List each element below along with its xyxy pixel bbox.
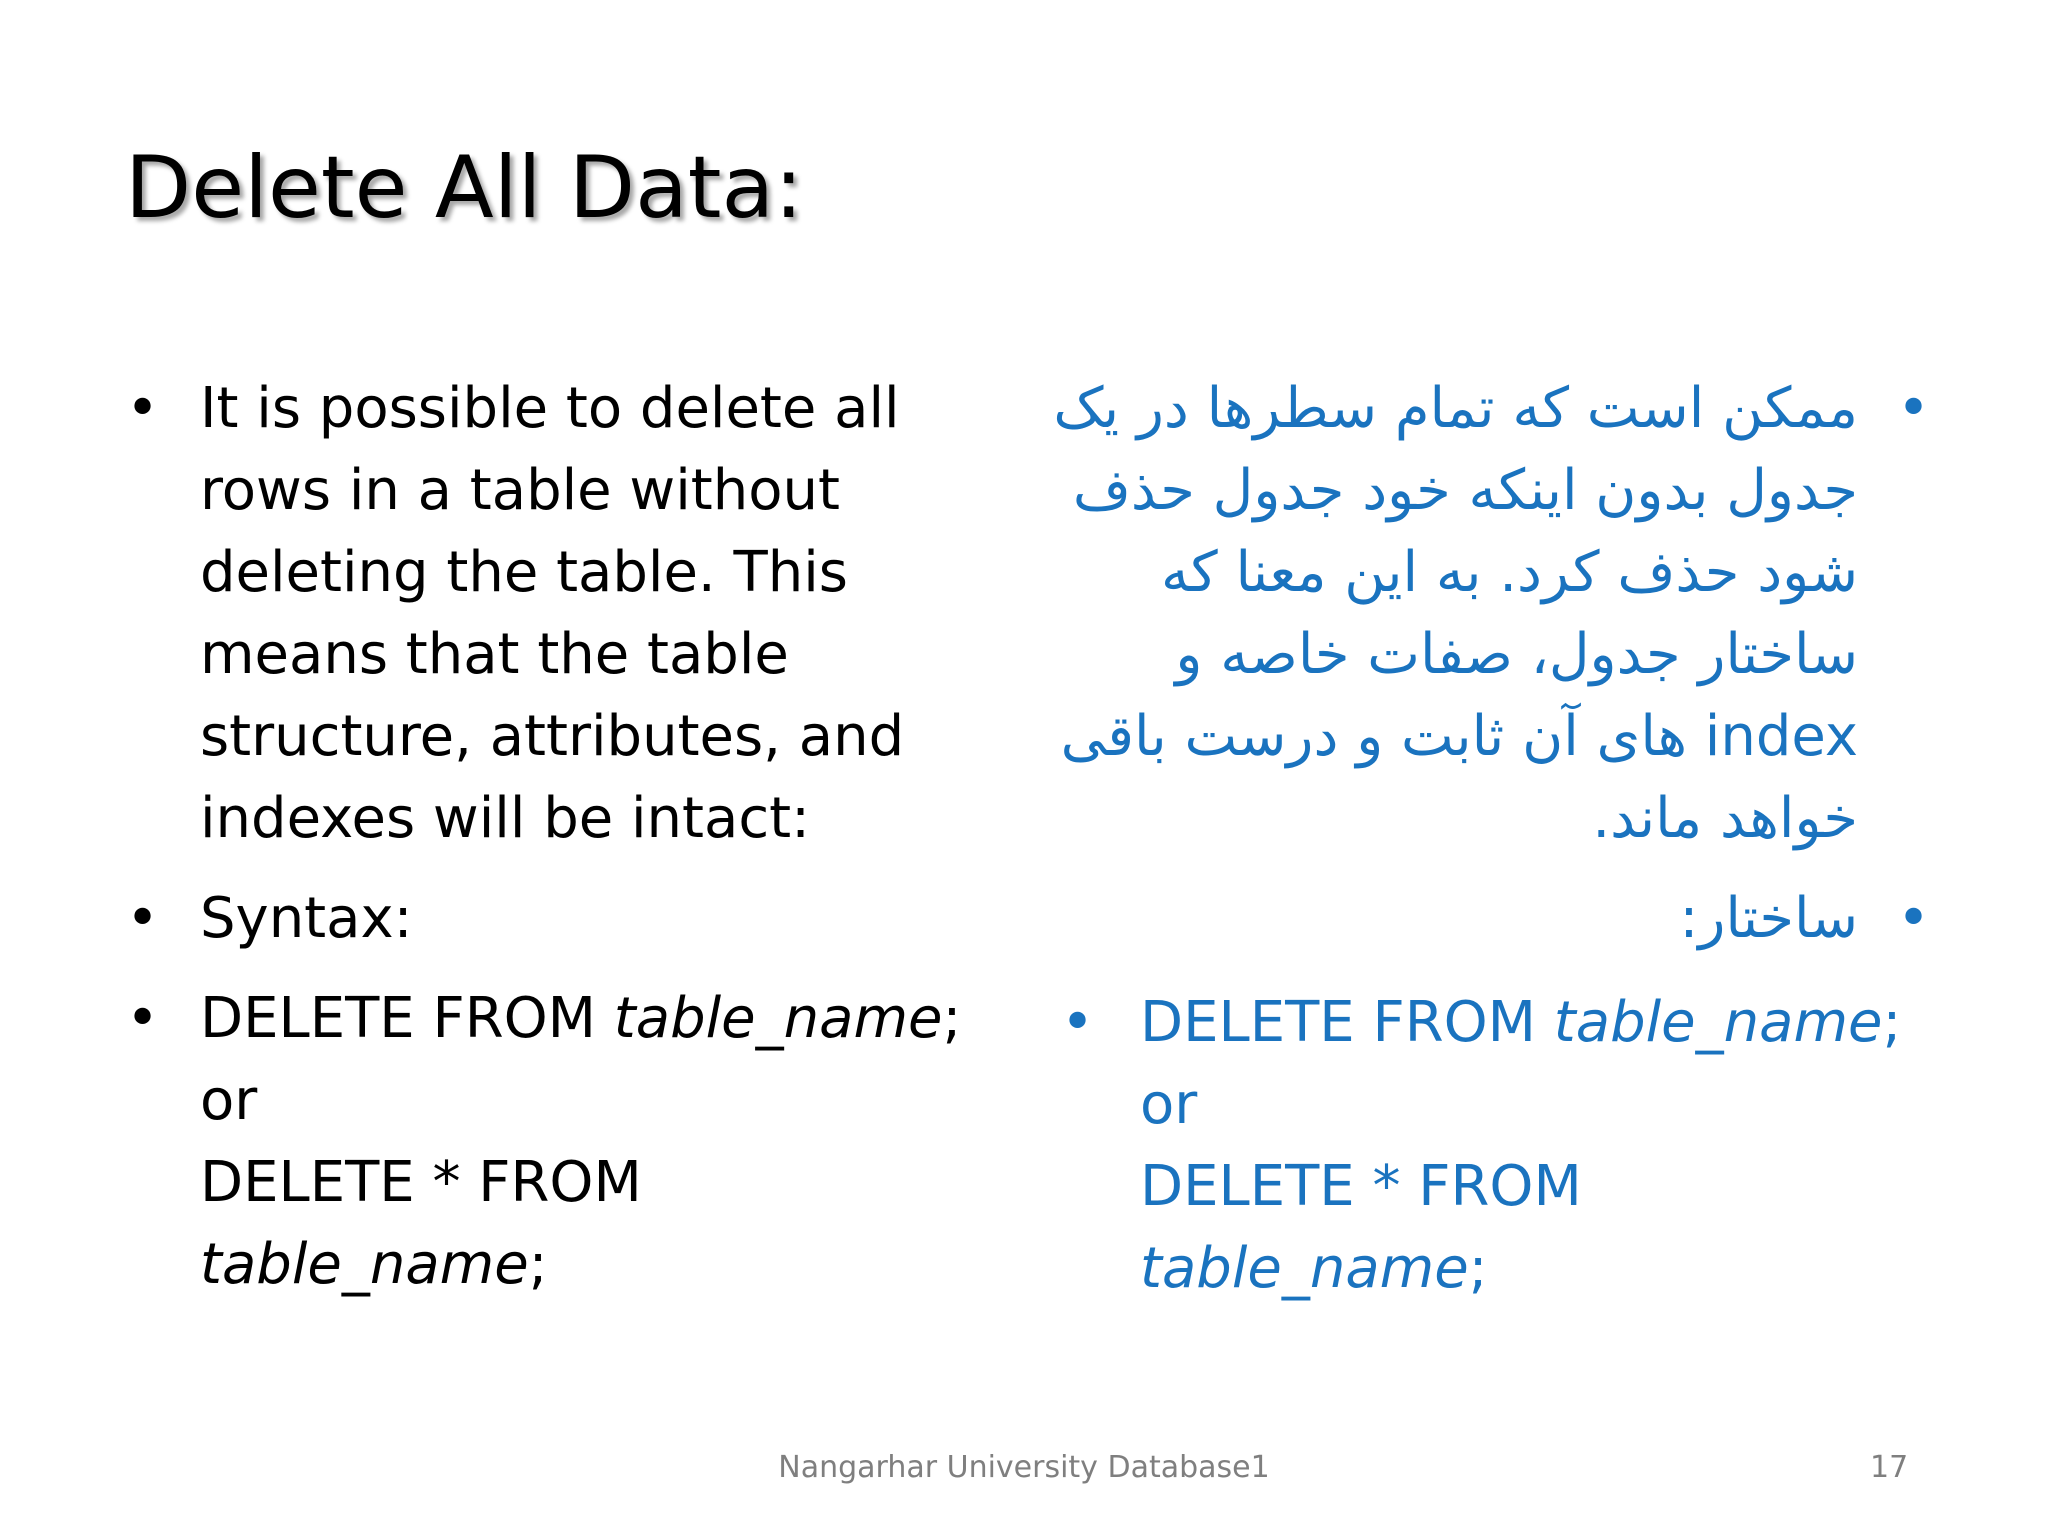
slide-footer: Nangarhar University Database1 — [778, 1450, 1270, 1485]
persian-bullet-syntax-label — [1060, 878, 1940, 960]
code-or: or — [200, 1068, 258, 1133]
code-line-1 — [1140, 982, 1955, 1064]
persian-content — [1053, 368, 1940, 960]
text-line: جدول بدون اینکه خود جدول حذف — [1072, 458, 1858, 523]
text-line: خواهد ماند. — [1592, 786, 1858, 851]
text-line: structure, attributes, and — [200, 704, 905, 769]
code-line-3 — [200, 1224, 990, 1306]
blue-bullet-syntax-code — [1055, 982, 1955, 1310]
code-line-3 — [1140, 1228, 1955, 1310]
text-line: indexes will be intact: — [200, 786, 810, 851]
page-number: 17 — [1870, 1450, 1909, 1485]
semicolon: ; — [1882, 990, 1902, 1055]
english-content — [120, 368, 990, 1306]
text-line: index های آن ثابت و درست باقی — [1060, 704, 1858, 769]
code-line-2: DELETE * FROM — [1140, 1154, 1582, 1219]
text-line: ساختار جدول، صفات خاصه و — [1175, 622, 1858, 687]
syntax-label: Syntax: — [200, 886, 413, 951]
blue-syntax-content — [1055, 982, 1955, 1310]
english-bullet-syntax-code — [120, 978, 990, 1306]
table-name-placeholder: table_name — [200, 1232, 529, 1297]
persian-bullet-description — [1053, 368, 1940, 860]
english-bullet-list — [120, 368, 990, 1306]
english-bullet-description — [120, 368, 990, 860]
persian-bullet-list — [1053, 368, 1940, 960]
table-name-placeholder: table_name — [1553, 990, 1883, 1055]
syntax-label: ساختار: — [1679, 886, 1858, 951]
slide-title: Delete All Data: — [125, 138, 804, 238]
text-line: means that the table — [200, 622, 789, 687]
text-line: شود حذف کرد. به این معنا که — [1161, 540, 1858, 605]
code-or: or — [1140, 1072, 1198, 1137]
code-line-1 — [200, 978, 990, 1060]
table-name-placeholder: table_name — [613, 986, 943, 1051]
code-line-2: DELETE * FROM — [200, 1150, 642, 1215]
semicolon: ; — [528, 1232, 548, 1297]
text-line: • ممکن است که تمام سطرها در یک — [1053, 376, 1858, 441]
table-name-placeholder: table_name — [1140, 1236, 1469, 1301]
text-line: deleting the table. This — [200, 540, 848, 605]
text-line: • It is possible to delete all — [200, 376, 900, 441]
semicolon: ; — [942, 986, 962, 1051]
text-line: rows in a table without — [200, 458, 840, 523]
english-bullet-syntax-label — [120, 878, 990, 960]
sql-keyword: DELETE FROM — [200, 986, 614, 1051]
semicolon: ; — [1468, 1236, 1488, 1301]
blue-syntax-list — [1055, 982, 1955, 1310]
sql-keyword: DELETE FROM — [1140, 990, 1554, 1055]
